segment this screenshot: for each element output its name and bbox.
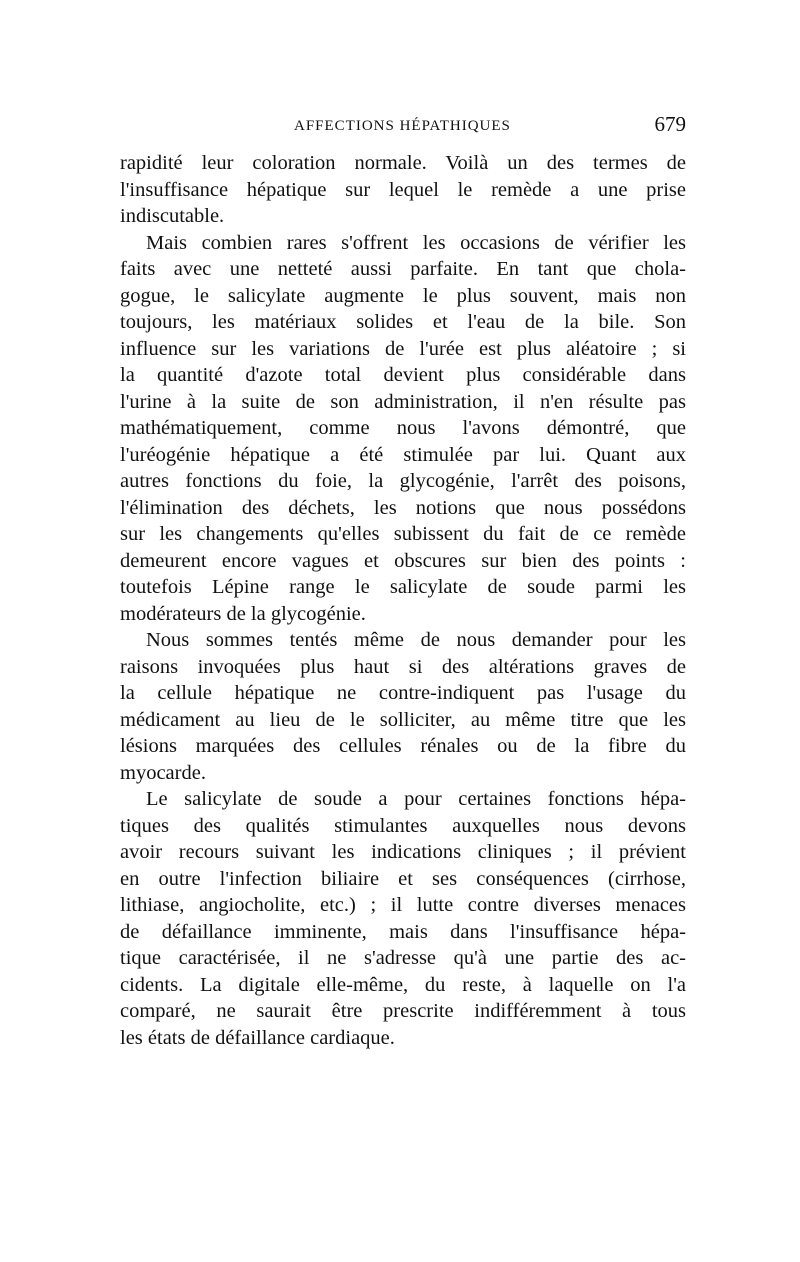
text-line: toutefois Lépine range le salicylate de soude parmi les xyxy=(120,576,686,598)
text-line: l'urine à la suite de son administration, il n'en résulte pas xyxy=(120,390,686,413)
text-line: gogue, le salicylate augmente le plus souvent, mais non xyxy=(120,284,686,307)
running-head xyxy=(120,112,686,144)
text-line: myocarde. xyxy=(120,761,206,784)
text-line: raisons invoquées plus haut si des altérations graves de xyxy=(120,655,686,678)
text-line: modérateurs de la glycogénie. xyxy=(120,602,366,625)
paragraph-2 xyxy=(120,230,686,628)
paragraph-4 xyxy=(120,786,686,1051)
text-line: influence sur les variations de l'urée est plus aléatoire ; si xyxy=(120,337,686,360)
body-text xyxy=(120,150,686,1051)
text-line: l'uréogénie hépatique a été stimulée par lui. Quant aux xyxy=(120,443,686,466)
text-line: tiques des qualités stimulantes auxquelles nous devons xyxy=(120,814,686,837)
text-line: médicament au lieu de le solliciter, au même titre que les xyxy=(120,708,686,731)
running-title: AFFECTIONS HÉPATHIQUES xyxy=(294,118,511,134)
text-line: l'élimination des déchets, les notions que nous possédons xyxy=(120,496,686,519)
text-line: sur les changements qu'elles subissent du fait de ce remède xyxy=(120,523,686,545)
text-line: Nous sommes tentés même de nous demander pour les xyxy=(146,629,686,651)
text-line: les états de défaillance cardiaque. xyxy=(120,1026,395,1049)
text-line: Mais combien rares s'offrent les occasions de vérifier les xyxy=(146,231,686,254)
text-line: demeurent encore vagues et obscures sur bien des points : xyxy=(120,549,686,572)
text-line: lithiase, angiocholite, etc.) ; il lutte contre diverses menaces xyxy=(120,894,686,916)
text-line: de défaillance imminente, mais dans l'insuffisance hépa- xyxy=(120,920,686,943)
text-line: en outre l'infection biliaire et ses conséquences (cirrhose, xyxy=(120,867,686,890)
text-line: toujours, les matériaux solides et l'eau de la bile. Son xyxy=(120,311,686,333)
text-line: la cellule hépatique ne contre-indiquent pas l'usage du xyxy=(120,682,686,704)
text-line: lésions marquées des cellules rénales ou de la fibre du xyxy=(120,735,686,757)
text-line: tique caractérisée, il ne s'adresse qu'à une partie des ac- xyxy=(120,947,686,969)
text-line: avoir recours suivant les indications cliniques ; il prévient xyxy=(120,841,686,863)
text-line: cidents. La digitale elle-même, du reste, à laquelle on l'a xyxy=(120,973,686,996)
text-line: l'insuffisance hépatique sur lequel le remède a une prise xyxy=(120,178,686,201)
text-line: rapidité leur coloration normale. Voilà un des termes de xyxy=(120,152,686,174)
text-line: comparé, ne saurait être prescrite indifféremment à tous xyxy=(120,1000,686,1022)
text-line: mathématiquement, comme nous l'avons démontré, que xyxy=(120,417,686,439)
text-line: autres fonctions du foie, la glycogénie, l'arrêt des poisons, xyxy=(120,470,686,492)
paragraph-1 xyxy=(120,150,686,230)
text-line: faits avec une netteté aussi parfaite. En tant que chola- xyxy=(120,258,686,280)
text-line: Le salicylate de soude a pour certaines fonctions hépa- xyxy=(146,788,686,810)
paragraph-3 xyxy=(120,627,686,786)
text-line: la quantité d'azote total devient plus considérable dans xyxy=(120,364,686,386)
text-line: indiscutable. xyxy=(120,205,225,227)
page-number: 679 xyxy=(654,112,686,136)
